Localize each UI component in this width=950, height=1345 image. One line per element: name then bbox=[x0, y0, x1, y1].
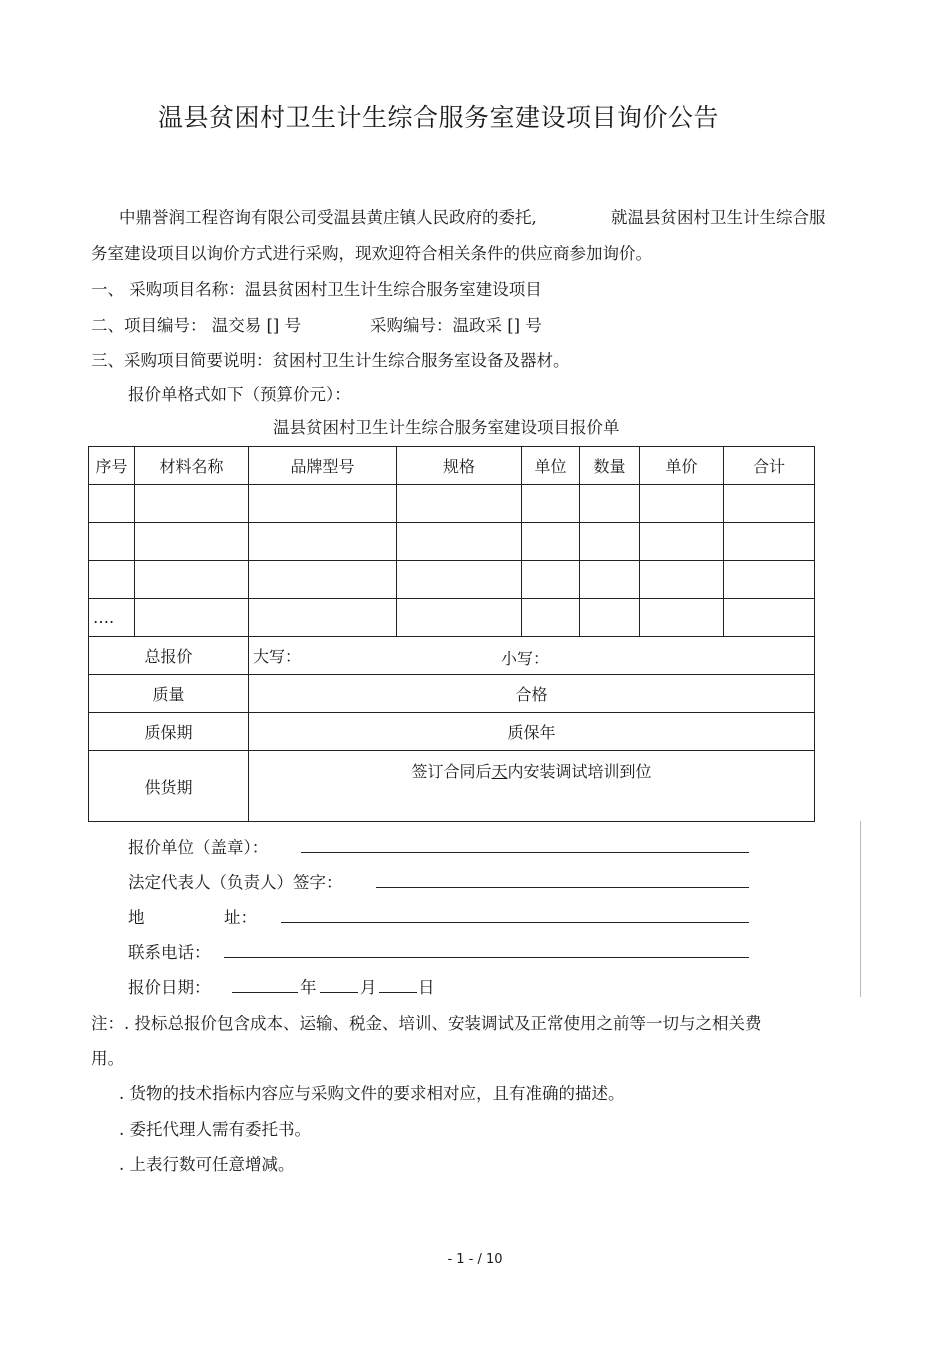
delivery-value-b: 内安装调试培训到位 bbox=[507, 762, 652, 781]
empty-cell bbox=[522, 485, 580, 523]
empty-cell bbox=[249, 561, 397, 599]
phone-label: 联系电话： bbox=[128, 943, 211, 962]
address-label-2: 址： bbox=[224, 908, 257, 927]
quote-table bbox=[88, 446, 815, 822]
empty-cell bbox=[397, 485, 522, 523]
date-year-line[interactable] bbox=[232, 992, 298, 993]
table-caption: 温县贫困村卫生计生综合服务室建设项目报价单 bbox=[273, 418, 620, 437]
empty-cell bbox=[522, 599, 580, 637]
total-value-cell bbox=[249, 637, 815, 675]
total-row bbox=[89, 637, 815, 675]
delivery-value-days: 天 bbox=[491, 762, 508, 781]
table-row bbox=[89, 599, 815, 637]
table-row bbox=[89, 561, 815, 599]
intro-line-1b: 就温县贫困村卫生计生综合服 bbox=[611, 208, 826, 227]
total-label: 总报价 bbox=[89, 637, 249, 675]
phone-line[interactable] bbox=[224, 957, 749, 958]
empty-cell bbox=[640, 561, 724, 599]
note-1b: 用。 bbox=[91, 1049, 124, 1068]
empty-cell bbox=[522, 561, 580, 599]
format-note: 报价单格式如下（预算价元）： bbox=[128, 385, 351, 404]
page-number: - 1 - / 10 bbox=[447, 1252, 503, 1267]
header-cell: 序号 bbox=[89, 447, 135, 485]
empty-cell bbox=[640, 599, 724, 637]
table-row bbox=[89, 485, 815, 523]
intro-line-2: 务室建设项目以询价方式进行采购，现欢迎符合相关条件的供应商参加询价。 bbox=[91, 244, 652, 263]
header-cell: 单位 bbox=[522, 447, 580, 485]
page-title: 温县贫困村卫生计生综合服务室建设项目询价公告 bbox=[158, 103, 720, 132]
item-project-name: 一、 采购项目名称：温县贫困村卫生计生综合服务室建设项目 bbox=[91, 280, 542, 299]
header-cell: 合计 bbox=[724, 447, 815, 485]
date-label: 报价日期： bbox=[128, 978, 211, 997]
empty-cell bbox=[249, 485, 397, 523]
delivery-label: 供货期 bbox=[89, 751, 249, 822]
empty-cell bbox=[397, 523, 522, 561]
empty-cell bbox=[580, 599, 640, 637]
quality-row bbox=[89, 675, 815, 713]
date-day-line[interactable] bbox=[379, 992, 417, 993]
empty-cell bbox=[135, 485, 249, 523]
note-3: . 委托代理人需有委托书。 bbox=[119, 1120, 311, 1139]
ellipsis-cell: …. bbox=[89, 599, 135, 637]
empty-cell bbox=[522, 523, 580, 561]
header-cell: 规格 bbox=[397, 447, 522, 485]
quality-label: 质量 bbox=[89, 675, 249, 713]
note-2: . 货物的技术指标内容应与采购文件的要求相对应，且有准确的描述。 bbox=[119, 1084, 625, 1103]
quality-value: 合格 bbox=[249, 675, 815, 713]
empty-cell bbox=[640, 523, 724, 561]
empty-cell bbox=[397, 561, 522, 599]
header-cell: 品牌型号 bbox=[249, 447, 397, 485]
empty-cell bbox=[724, 485, 815, 523]
date-day: 日 bbox=[418, 978, 435, 997]
address-line[interactable] bbox=[281, 922, 749, 923]
warranty-row bbox=[89, 713, 815, 751]
date-year: 年 bbox=[300, 978, 317, 997]
intro-line-1a: 中鼎誉润工程咨询有限公司受温县黄庄镇人民政府的委托, bbox=[119, 208, 537, 227]
empty-cell bbox=[89, 523, 135, 561]
warranty-label: 质保期 bbox=[89, 713, 249, 751]
empty-cell bbox=[397, 599, 522, 637]
delivery-value-a: 签订合同后 bbox=[411, 762, 492, 781]
date-month: 月 bbox=[360, 978, 377, 997]
empty-cell bbox=[580, 561, 640, 599]
address-label-1: 地 bbox=[128, 908, 145, 927]
item-description: 三、采购项目简要说明：贫困村卫生计生综合服务室设备及器材。 bbox=[91, 351, 570, 370]
legal-rep-label: 法定代表人（负责人）签字： bbox=[128, 873, 343, 892]
empty-cell bbox=[580, 523, 640, 561]
empty-cell bbox=[724, 561, 815, 599]
empty-cell bbox=[249, 599, 397, 637]
total-lower-label: 小写： bbox=[501, 649, 550, 668]
header-cell: 材料名称 bbox=[135, 447, 249, 485]
empty-cell bbox=[640, 485, 724, 523]
header-cell: 单价 bbox=[640, 447, 724, 485]
date-month-line[interactable] bbox=[320, 992, 358, 993]
quote-unit-line[interactable] bbox=[301, 852, 749, 853]
empty-cell bbox=[249, 523, 397, 561]
header-cell: 数量 bbox=[580, 447, 640, 485]
legal-rep-line[interactable] bbox=[376, 887, 749, 888]
empty-cell bbox=[724, 523, 815, 561]
total-upper-label: 大写： bbox=[253, 647, 302, 666]
note-4: . 上表行数可任意增减。 bbox=[119, 1155, 295, 1174]
warranty-value: 质保年 bbox=[249, 713, 815, 751]
delivery-row bbox=[89, 751, 815, 822]
empty-cell bbox=[135, 599, 249, 637]
table-row bbox=[89, 523, 815, 561]
empty-cell bbox=[135, 523, 249, 561]
item-project-number: 二、项目编号： 温交易 [] 号 bbox=[91, 316, 302, 335]
empty-cell bbox=[724, 599, 815, 637]
quote-unit-label: 报价单位（盖章）： bbox=[128, 838, 269, 857]
empty-cell bbox=[580, 485, 640, 523]
note-1a: 注：. 投标总报价包含成本、运输、税金、培训、安装调试及正常使用之前等一切与之相关费 bbox=[91, 1014, 762, 1033]
empty-cell bbox=[135, 561, 249, 599]
table-header-row bbox=[89, 447, 815, 485]
delivery-value bbox=[249, 751, 815, 822]
empty-cell bbox=[89, 561, 135, 599]
item-procurement-number: 采购编号：温政采 [] 号 bbox=[370, 316, 542, 335]
empty-cell bbox=[89, 485, 135, 523]
